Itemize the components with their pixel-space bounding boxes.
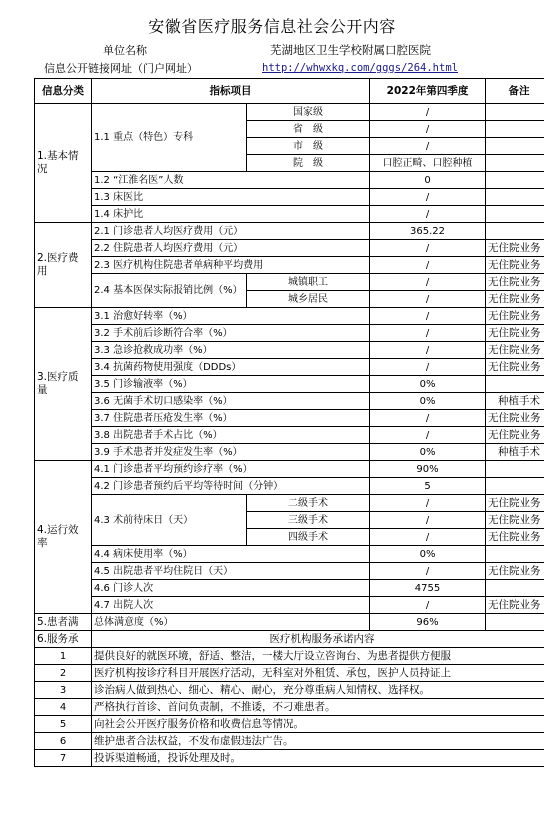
note-cell: 无住院业务 [486,597,544,614]
pledge-text: 提供良好的就医环境，舒适、整洁，一楼大厅设立咨询台、为患者提供方便服 [92,648,544,665]
value-cell: 4755 [370,580,486,597]
note-cell [486,206,544,223]
value-cell: 365.22 [370,223,486,240]
note-cell: 无住院业务 [486,427,544,444]
note-cell: 无住院业务 [486,512,544,529]
sub-item: 院 级 [247,155,370,172]
category-basic: 1.基本情况 [35,104,92,223]
note-cell: 无住院业务 [486,495,544,512]
value-cell: / [370,427,486,444]
value-cell: 96% [370,614,486,631]
note-cell [486,104,544,121]
item-3-4: 3.4 抗菌药物使用强度（DDDs） [92,359,370,376]
pledge-heading: 医疗机构服务承诺内容 [92,631,544,648]
item-1-2: 1.2 “江淮名医”人数 [92,172,370,189]
pledge-number: 1 [35,648,92,665]
pledge-number: 3 [35,682,92,699]
item-4-4: 4.4 病床使用率（%） [92,546,370,563]
value-cell: 5 [370,478,486,495]
note-cell: 无住院业务 [486,274,544,291]
note-cell [486,138,544,155]
value-cell: / [370,291,486,308]
item-3-7: 3.7 住院患者压疮发生率（%） [92,410,370,427]
value-cell: / [370,274,486,291]
note-cell [486,189,544,206]
note-cell [486,614,544,631]
sub-item: 省 级 [247,121,370,138]
value-cell: / [370,359,486,376]
item-1-1: 1.1 重点（特色）专科 [92,104,247,172]
value-cell: / [370,495,486,512]
portal-link[interactable]: http://whwxkq.com/gggs/264.html [262,62,458,74]
pledge-number: 4 [35,699,92,716]
item-4-3: 4.3 术前待床日（天） [92,495,247,546]
note-cell: 无住院业务 [486,291,544,308]
item-3-1: 3.1 治愈好转率（%） [92,308,370,325]
value-cell: 0% [370,393,486,410]
value-cell: / [370,597,486,614]
note-cell [486,121,544,138]
item-4-7: 4.7 出院人次 [92,597,370,614]
pledge-number: 2 [35,665,92,682]
item-2-1: 2.1 门诊患者人均医疗费用（元） [92,223,370,240]
value-cell: 90% [370,461,486,478]
item-1-4: 1.4 床护比 [92,206,370,223]
link-label: 信息公开链接网址（门户网址） [44,62,198,75]
item-3-2: 3.2 手术前后诊断符合率（%） [92,325,370,342]
note-cell [486,478,544,495]
sub-item: 二级手术 [247,495,370,512]
info-table [34,78,544,767]
sub-item: 四级手术 [247,529,370,546]
note-cell: 无住院业务 [486,257,544,274]
value-cell: / [370,240,486,257]
category-efficiency: 4.运行效率 [35,461,92,614]
item-3-8: 3.8 出院患者手术占比（%） [92,427,370,444]
sub-item: 国家级 [247,104,370,121]
note-cell: 无住院业务 [486,359,544,376]
item-4-1: 4.1 门诊患者平均预约诊疗率（%） [92,461,370,478]
value-cell: / [370,563,486,580]
value-cell: 0% [370,376,486,393]
pledge-text: 投诉渠道畅通，投诉处理及时。 [92,750,544,767]
category-cost: 2.医疗费用 [35,223,92,308]
item-2-4: 2.4 基本医保实际报销比例（%） [92,274,247,308]
category-quality: 3.医疗质量 [35,308,92,461]
value-cell: / [370,325,486,342]
item-4-6: 4.6 门诊人次 [92,580,370,597]
note-cell [486,461,544,478]
value-cell: / [370,189,486,206]
value-cell: / [370,257,486,274]
note-cell: 无住院业务 [486,308,544,325]
pledge-number: 7 [35,750,92,767]
note-cell: 种植手术 [486,444,544,461]
item-3-9: 3.9 手术患者并发症发生率（%） [92,444,370,461]
pledge-text: 向社会公开医疗服务价格和收费信息等情况。 [92,716,544,733]
value-cell: 0% [370,444,486,461]
col-header-period: 2022年第四季度 [370,79,486,104]
item-2-3: 2.3 医疗机构住院患者单病种平均费用 [92,257,370,274]
value-cell: / [370,104,486,121]
pledge-text: 严格执行首诊、首问负责制，不推诿，不刁难患者。 [92,699,544,716]
category-pledge: 6.服务承 [35,631,92,648]
unit-label: 单位名称 [103,44,147,57]
sub-item: 城镇职工 [247,274,370,291]
item-1-3: 1.3 床医比 [92,189,370,206]
category-satisfaction: 5.患者满 [35,614,92,631]
value-cell: / [370,410,486,427]
note-cell: 无住院业务 [486,240,544,257]
sub-item: 三级手术 [247,512,370,529]
sub-item: 城乡居民 [247,291,370,308]
item-3-6: 3.6 无菌手术切口感染率（%） [92,393,370,410]
value-cell: 0% [370,546,486,563]
pledge-text: 诊治病人做到热心、细心、精心、耐心，充分尊重病人知情权、选择权。 [92,682,544,699]
note-cell: 种植手术 [486,393,544,410]
col-header-note: 备注 [486,79,544,104]
item-3-3: 3.3 急诊抢救成功率（%） [92,342,370,359]
unit-value: 芜湖地区卫生学校附属口腔医院 [270,43,431,57]
note-cell [486,546,544,563]
value-cell: / [370,121,486,138]
value-cell: 口腔正畸、口腔种植 [370,155,486,172]
note-cell: 无住院业务 [486,563,544,580]
pledge-text: 维护患者合法权益，不发布虚假违法广告。 [92,733,544,750]
value-cell: / [370,512,486,529]
value-cell: 0 [370,172,486,189]
item-3-5: 3.5 门诊输液率（%） [92,376,370,393]
pledge-number: 6 [35,733,92,750]
value-cell: / [370,138,486,155]
value-cell: / [370,529,486,546]
note-cell [486,223,544,240]
col-header-item: 指标项目 [92,79,370,104]
sub-item: 市 级 [247,138,370,155]
value-cell: / [370,308,486,325]
note-cell [486,172,544,189]
note-cell: 无住院业务 [486,410,544,427]
item-2-2: 2.2 住院患者人均医疗费用（元） [92,240,370,257]
value-cell: / [370,206,486,223]
value-cell: / [370,342,486,359]
pledge-text: 医疗机构按诊疗科目开展医疗活动，无科室对外租赁、承包，医护人员持证上 [92,665,544,682]
item-4-2: 4.2 门诊患者预约后平均等待时间（分钟） [92,478,370,495]
pledge-number: 5 [35,716,92,733]
note-cell [486,580,544,597]
note-cell: 无住院业务 [486,342,544,359]
item-4-5: 4.5 出院患者平均住院日（天） [92,563,370,580]
col-header-category: 信息分类 [35,79,92,104]
page-title: 安徽省医疗服务信息社会公开内容 [148,17,396,36]
item-5: 总体满意度（%） [92,614,370,631]
note-cell: 无住院业务 [486,325,544,342]
note-cell [486,376,544,393]
note-cell [486,155,544,172]
note-cell: 无住院业务 [486,529,544,546]
